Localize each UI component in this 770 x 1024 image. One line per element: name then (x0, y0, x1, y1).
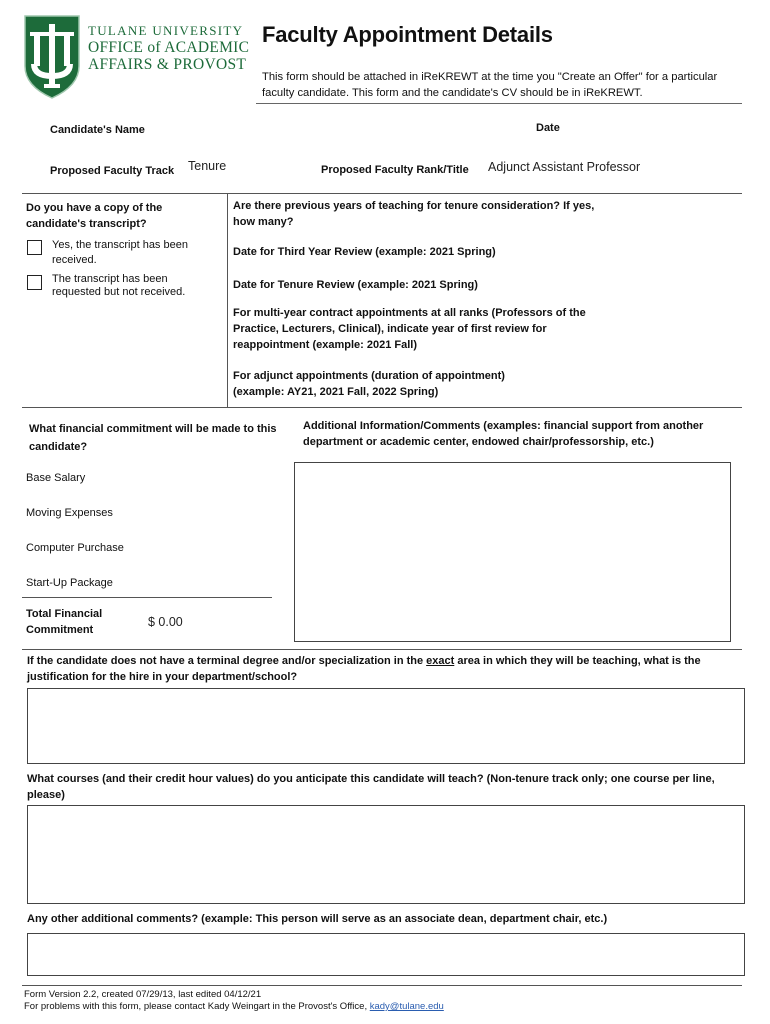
section-divider (22, 649, 742, 650)
tenure-review-label: Date for Tenure Review (example: 2021 Spring) (233, 279, 478, 291)
column-divider (227, 194, 228, 408)
other-comments-label: Any other additional comments? (example: This person will serve as an associate dean, department chair, etc.) (27, 913, 608, 925)
total-commitment-label: Total Financial Commitment (26, 608, 103, 636)
transcript-requested-checkbox[interactable] (27, 275, 42, 290)
additional-info-textarea[interactable] (294, 462, 731, 642)
faculty-rank-label: Proposed Faculty Rank/Title (321, 164, 469, 176)
faculty-track-label: Proposed Faculty Track (50, 165, 175, 177)
computer-purchase-label: Computer Purchase (26, 542, 124, 554)
adjunct-duration-label: For adjunct appointments (duration of appointment) (example: AY21, 2021 Fall, 2022 Spring) (233, 370, 505, 398)
third-year-review-label: Date for Third Year Review (example: 2021 Spring) (233, 246, 496, 258)
date-field[interactable] (566, 116, 746, 138)
candidate-name-label: Candidate's Name (50, 124, 145, 136)
transcript-received-label: Yes, the transcript has been received. (52, 239, 188, 266)
form-version: Form Version 2.2, created 07/29/13, last edited 04/12/21 (24, 989, 262, 1000)
section-divider (22, 407, 742, 408)
date-label: Date (536, 122, 560, 134)
logo-line-1: TULANE UNIVERSITY (88, 23, 244, 38)
candidate-name-field[interactable] (160, 118, 500, 140)
transcript-received-checkbox[interactable] (27, 240, 42, 255)
footer-divider (22, 985, 742, 986)
footer (24, 989, 444, 1013)
multi-year-review-label: For multi-year contract appointments at all ranks (Professors of the Practice, Lecturers, Clinical), indicate year of first review for reappointment (example: 2021 Fall) (233, 307, 586, 351)
logo-wordmark (88, 22, 249, 73)
courses-label: What courses (and their credit hour values) do you anticipate this candidate will teach? (Non-tenure track only; one course per line, please) (27, 773, 715, 801)
page-title: Faculty Appointment Details (262, 22, 553, 47)
section-divider (22, 193, 742, 194)
other-comments-textarea[interactable] (27, 933, 745, 976)
shield-icon (22, 14, 82, 100)
financial-question: What financial commitment will be made to this candidate? (29, 423, 277, 453)
faculty-track-field[interactable]: Tenure (188, 159, 227, 173)
startup-package-label: Start-Up Package (26, 577, 113, 589)
logo-line-3: AFFAIRS & PROVOST (88, 56, 247, 73)
contact-email-link[interactable]: kady@tulane.edu (369, 1001, 444, 1012)
total-divider (22, 597, 272, 598)
logo-line-2: OFFICE of ACADEMIC (88, 39, 250, 56)
transcript-question: Do you have a copy of the candidate's transcript? (26, 202, 163, 230)
tulane-logo (22, 14, 252, 102)
faculty-rank-field[interactable]: Adjunct Assistant Professor (488, 160, 641, 174)
footer-contact: For problems with this form, please contact Kady Weingart in the Provost's Office, kady@tulane.edu (24, 1001, 444, 1012)
justification-label: If the candidate does not have a terminal degree and/or specialization in the exact area in which they will be teaching, what is the justification for the hire in your department/school? (27, 655, 701, 683)
moving-expenses-label: Moving Expenses (26, 507, 113, 519)
courses-textarea[interactable] (27, 805, 745, 904)
additional-info-label: Additional Information/Comments (examples: financial support from another department or academic center, endowed chair/professorship, etc.) (303, 420, 704, 448)
justification-textarea[interactable] (27, 688, 745, 764)
base-salary-label: Base Salary (26, 472, 86, 484)
header-divider (256, 103, 742, 104)
previous-teaching-label: Are there previous years of teaching for tenure consideration? If yes, how many? (233, 200, 595, 228)
total-commitment-value[interactable]: $ 0.00 (148, 615, 183, 629)
transcript-requested-label: The transcript has been requested but not received. (52, 273, 186, 298)
intro-text: This form should be attached in iReKREWT at the time you "Create an Offer" for a particular faculty candidate. This form and the candidate's CV should be in iReKREWT. (262, 71, 718, 99)
